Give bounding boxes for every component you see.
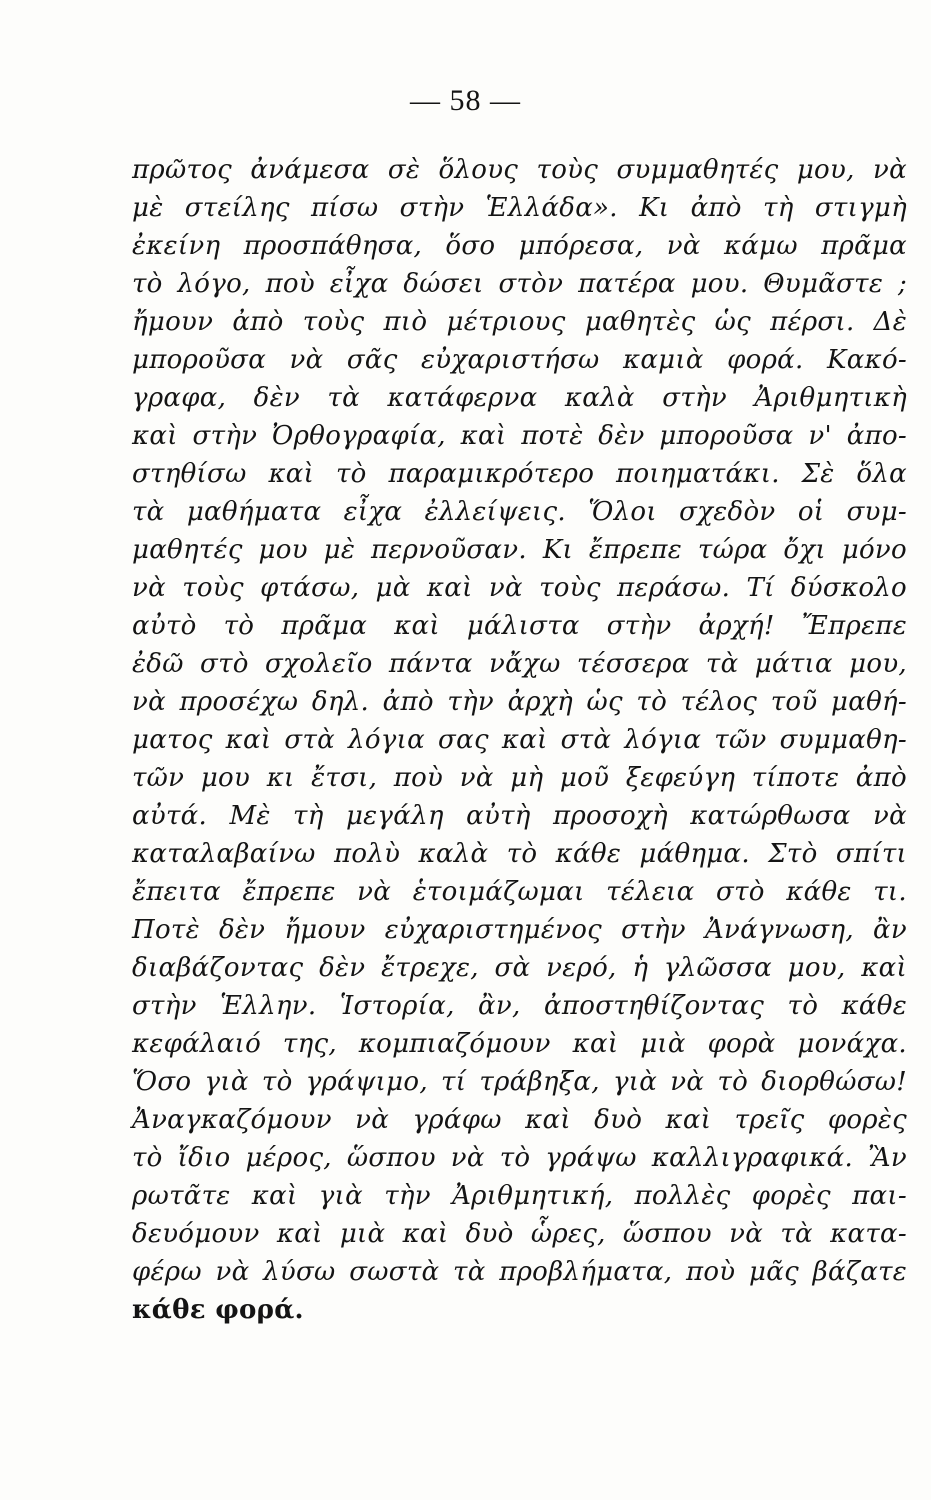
text-line-5: ἤμουν ἀπὸ τοὺς πιὸ μέτριους μαθητὲς ὡς πέρσι. Δὲ bbox=[132, 307, 907, 337]
text-line-14: ἐδῶ στὸ σχολεῖο πάντα νἄχω τέσσερα τὰ μάτια μου, bbox=[132, 649, 907, 679]
text-line-11: μαθητές μου μὲ περνοῦσαν. Κι ἔπρεπε τώρα ὄχι μόνο bbox=[132, 535, 907, 565]
text-line-16: ματος καὶ στὰ λόγια σας καὶ στὰ λόγια τῶν συμμαθη- bbox=[132, 725, 907, 755]
text-line-13: αὐτὸ τὸ πρᾶμα καὶ μάλιστα στὴν ἀρχή! Ἔπρεπε bbox=[132, 611, 907, 641]
text-line-9: στηθίσω καὶ τὸ παραμικρότερο ποιηματάκι. Σὲ ὅλα bbox=[132, 459, 907, 489]
text-line-26: Ἀναγκαζόμουν νὰ γράφω καὶ δυὸ καὶ τρεῖς φορὲς bbox=[132, 1105, 907, 1135]
text-line-1: πρῶτος ἀνάμεσα σὲ ὅλους τοὺς συμμαθητές μου, νὰ bbox=[132, 155, 907, 185]
text-line-15: νὰ προσέχω δηλ. ἀπὸ τὴν ἀρχὴ ὡς τὸ τέλος τοῦ μαθή- bbox=[132, 687, 907, 717]
text-line-28: ρωτᾶτε καὶ γιὰ τὴν Ἀριθμητική, πολλὲς φορὲς παι- bbox=[132, 1181, 907, 1211]
text-line-10: τὰ μαθήματα εἶχα ἐλλείψεις. Ὅλοι σχεδὸν οἱ συμ- bbox=[132, 497, 907, 527]
text-line-12: νὰ τοὺς φτάσω, μὰ καὶ νὰ τοὺς περάσω. Τί δύσκολο bbox=[132, 573, 907, 603]
text-line-19: καταλαβαίνω πολὺ καλὰ τὸ κάθε μάθημα. Στὸ σπίτι bbox=[132, 839, 907, 869]
text-line-7: γραφα, δὲν τὰ κατάφερνα καλὰ στὴν Ἀριθμητικὴ bbox=[132, 383, 907, 413]
text-line-22: διαβάζοντας δὲν ἔτρεχε, σὰ νερό, ἡ γλῶσσα μου, καὶ bbox=[132, 953, 907, 983]
text-line-20: ἔπειτα ἔπρεπε νὰ ἑτοιμάζωμαι τέλεια στὸ κάθε τι. bbox=[132, 877, 907, 907]
text-line-29: δευόμουν καὶ μιὰ καὶ δυὸ ὧρες, ὥσπου νὰ τὰ κατα- bbox=[132, 1219, 907, 1249]
text-line-23: στὴν Ἑλλην. Ἱστορία, ἂν, ἀποστηθίζοντας τὸ κάθε bbox=[132, 991, 907, 1021]
text-line-2: μὲ στείλης πίσω στὴν Ἑλλάδα». Κι ἀπὸ τὴ στιγμὴ bbox=[132, 193, 907, 223]
text-line-21: Ποτὲ δὲν ἤμουν εὐχαριστημένος στὴν Ἀνάγνωση, ἂν bbox=[132, 915, 907, 945]
text-line-3: ἐκείνη προσπάθησα, ὅσο μπόρεσα, νὰ κάμω πρᾶμα bbox=[132, 231, 907, 261]
text-line-25: Ὅσο γιὰ τὸ γράψιμο, τί τράβηξα, γιὰ νὰ τὸ διορθώσω! bbox=[132, 1067, 907, 1097]
text-line-4: τὸ λόγο, ποὺ εἶχα δώσει στὸν πατέρα μου. Θυμᾶστε ; bbox=[132, 269, 907, 299]
text-line-24: κεφάλαιό της, κομπιαζόμουν καὶ μιὰ φορὰ μονάχα. bbox=[132, 1029, 907, 1059]
text-line-6: μποροῦσα νὰ σᾶς εὐχαριστήσω καμιὰ φορά. Κακό- bbox=[132, 345, 907, 375]
page-number: — 58 — bbox=[410, 84, 521, 117]
text-line-27: τὸ ἴδιο μέρος, ὥσπου νὰ τὸ γράψω καλλιγραφικά. Ἂν bbox=[132, 1143, 907, 1173]
text-line-18: αὐτά. Μὲ τὴ μεγάλη αὐτὴ προσοχὴ κατώρθωσα νὰ bbox=[132, 801, 907, 831]
text-line-8: καὶ στὴν Ὀρθογραφία, καὶ ποτὲ δὲν μποροῦσα ν' ἀπο- bbox=[132, 421, 907, 451]
text-line-17: τῶν μου κι ἔτσι, ποὺ νὰ μὴ μοῦ ξεφεύγη τίποτε ἀπὸ bbox=[132, 763, 907, 793]
text-line-30: φέρω νὰ λύσω σωστὰ τὰ προβλήματα, ποὺ μᾶς βάζατε bbox=[132, 1257, 907, 1287]
text-line-31: κάθε φορά. bbox=[132, 1295, 304, 1325]
